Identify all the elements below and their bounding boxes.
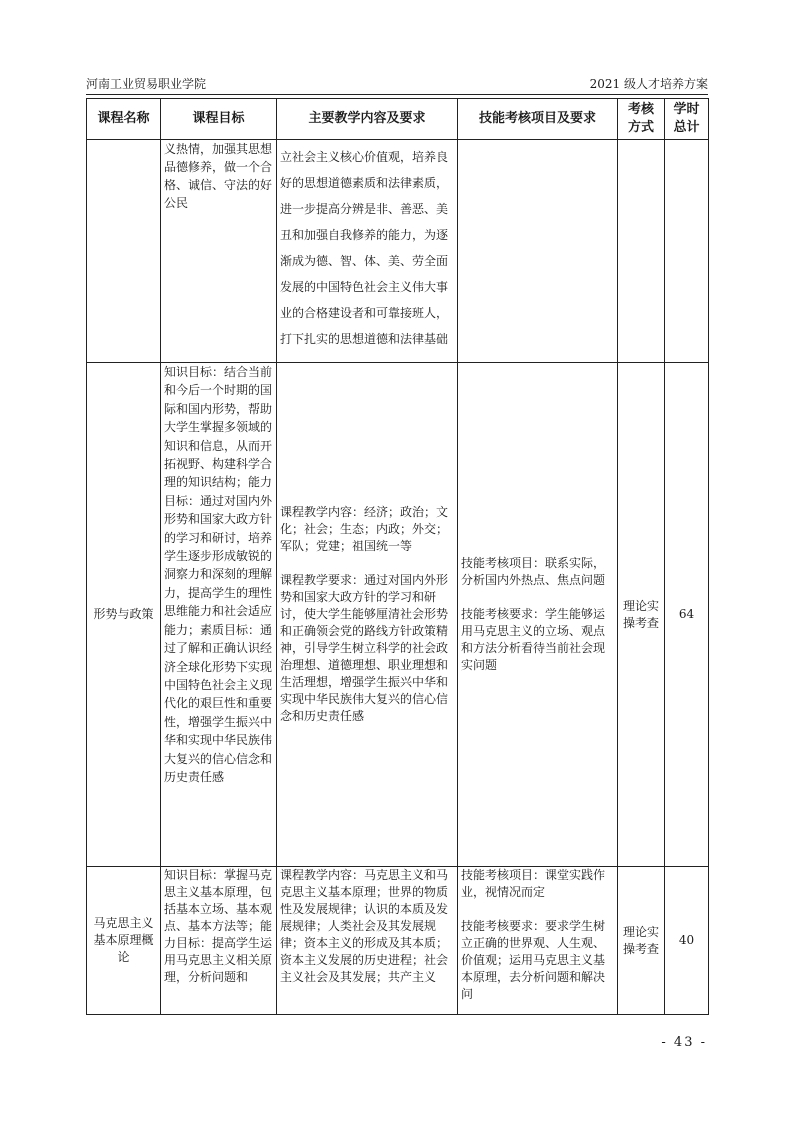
header-plan-title: 2021 级人才培养方案 [589, 77, 708, 91]
skill-item-paragraph: 技能考核项目：联系实际，分析国内外热点、焦点问题 [461, 556, 606, 587]
course-table [86, 98, 709, 1015]
course-name-cell: 形势与政策 [87, 363, 161, 867]
course-goal-cell: 知识目标：掌握马克思主义基本原理，包括基本立场、基本观点、基本方法等；能力目标：提高学生运用马克思主义相关原理，分析问题和 [161, 867, 277, 1015]
total-hours-cell [665, 140, 709, 363]
paragraph-gap [461, 901, 614, 918]
header-course-name: 课程名称 [87, 99, 161, 140]
skill-requirement-paragraph: 技能考核要求：要求学生树立正确的世界观、人生观、价值观；运用马克思主义基本原理，去分析问题和解决问 [461, 919, 606, 1001]
assessment-method-cell: 理论实操考查 [618, 363, 665, 867]
page-header [86, 74, 708, 94]
teaching-content-cell: 立社会主义核心价值观，培养良好的思想道德素质和法律素质，进一步提高分辨是非、善恶、美丑和加强自我修养的能力，为逐渐成为德、智、体、美、劳全面发展的中国特色社会主义伟大事业的合格建设者和可靠接班人，打下扎实的思想道德和法律基础 [277, 140, 458, 363]
teaching-content-cell [277, 363, 458, 867]
header-total-hours-line1: 学时 [673, 102, 700, 117]
total-hours-cell: 40 [665, 867, 709, 1015]
table-row [87, 867, 709, 1015]
skill-requirement-paragraph: 技能考核要求：学生能够运用马克思主义的立场、观点和方法分析看待当前社会现实问题 [461, 607, 606, 672]
header-assessment-method [618, 99, 665, 140]
page-number: - 43 - [661, 1035, 707, 1050]
skill-assessment-cell [458, 140, 618, 363]
table-header-row [87, 99, 709, 140]
header-divider [86, 94, 708, 95]
teaching-requirement-paragraph: 课程教学要求：通过对国内外形势和国家大政方针的学习和研讨，使大学生能够厘清社会形势和正确领会党的路线方针政策精神，引导学生树立科学的社会政治理想、道德理想、职业理想和生活理想，增强学生振兴中华和实现中华民族伟大复兴的信心信念和历史责任感 [280, 573, 449, 723]
header-assessment-method-line2: 方式 [627, 120, 654, 135]
header-assessment-method-line1: 考核 [627, 102, 654, 117]
table-row [87, 363, 709, 867]
course-name-cell [87, 140, 161, 363]
course-goal-cell: 知识目标：结合当前和今后一个时期的国际和国内形势，帮助大学生掌握多领域的知识和信息，从而开拓视野、构建科学合理的知识结构；能力目标：通过对国内外形势和国家大政方针的学习和研讨，培养学生逐步形成敏锐的洞察力和深刻的理解力，提高学生的理性思维能力和社会适应能力；素质目标：通过了解和正确认识经济全球化形势下实现中国特色社会主义现代化的艰巨性和重要性，增强学生振兴中华和实现中华民族伟大复兴的信心信念和历史责任感 [161, 363, 277, 867]
header-course-goal: 课程目标 [161, 99, 277, 140]
header-school-name: 河南工业贸易职业学院 [86, 77, 207, 91]
course-name-cell: 马克思主义基本原理概论 [87, 867, 161, 1015]
header-total-hours-line2: 总计 [673, 120, 700, 135]
header-skill-assessment: 技能考核项目及要求 [458, 99, 618, 140]
teaching-content-cell: 课程教学内容：马克思主义和马克思主义基本原理；世界的物质性及发展规律；认识的本质及发展规律；人类社会及其发展规律；资本主义的形成及其本质；资本主义发展的历史进程；社会主义社会及其发展；共产主义 [277, 867, 458, 1015]
header-teaching-content: 主要教学内容及要求 [277, 99, 458, 140]
skill-assessment-cell [458, 363, 618, 867]
assessment-method-cell: 理论实操考查 [618, 867, 665, 1015]
header-total-hours [665, 99, 709, 140]
paragraph-gap [280, 555, 454, 572]
course-goal-cell: 义热情，加强其思想品德修养，做一个合格、诚信、守法的好公民 [161, 140, 277, 363]
paragraph-gap [461, 589, 614, 606]
assessment-method-cell [618, 140, 665, 363]
skill-item-paragraph: 技能考核项目：课堂实践作业，视情况而定 [461, 868, 606, 899]
total-hours-cell: 64 [665, 363, 709, 867]
teaching-content-paragraph: 课程教学内容：经济；政治；文化；社会；生态；内政；外交；军队；党建；祖国统一等 [280, 505, 449, 553]
table-row [87, 140, 709, 363]
skill-assessment-cell [458, 867, 618, 1015]
